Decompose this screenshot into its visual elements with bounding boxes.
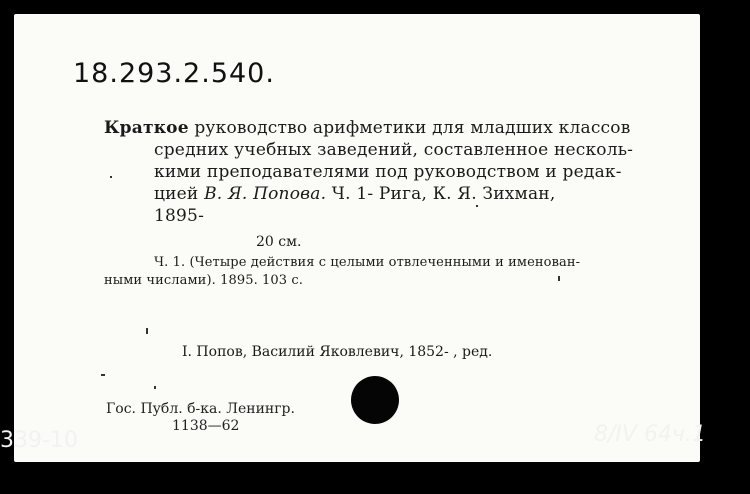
card-number: 1138—62 [172,418,240,434]
title-line-4 [154,184,555,204]
title-first-word: Краткое [104,118,189,138]
author-name: В. Я. Попова. [204,184,327,204]
handwritten-note-right: 8/IV 64ч.1 [594,422,706,447]
title-line-2: средних учебных заведений, составленное несколь- [154,140,634,160]
call-number: 18.293.2.540. [73,58,275,89]
catalog-card [14,14,700,462]
added-entry-tracing: I. Попов, Василий Яковлевич, 1852- , ред. [182,344,493,360]
contents-note-line-2: ными числами). 1895. 103 с. [104,273,303,288]
physical-size: 20 см. [256,234,302,250]
title-line-4-pre: цией [154,184,205,204]
speck [110,176,112,178]
title-line-3: кими преподавателями под руководством и редак- [154,162,622,182]
speck [558,276,560,281]
title-line-1 [104,118,630,138]
speck [154,386,156,389]
speck [101,374,105,376]
title-line-1-rest: руководство арифметики для младших классов [188,118,631,138]
publication-year: 1895- [154,206,205,226]
contents-note-line-1: Ч. 1. (Четыре действия с целыми отвлеченными и именован- [154,255,581,270]
punch-hole [351,376,399,424]
publication-info: Ч. 1- Рига, К. Я. Зихман, [326,184,556,204]
library-name: Гос. Публ. б-ка. Ленингр. [106,401,295,417]
speck [476,205,478,207]
speck [146,328,148,334]
handwritten-note-left: 339-10 [0,428,78,453]
